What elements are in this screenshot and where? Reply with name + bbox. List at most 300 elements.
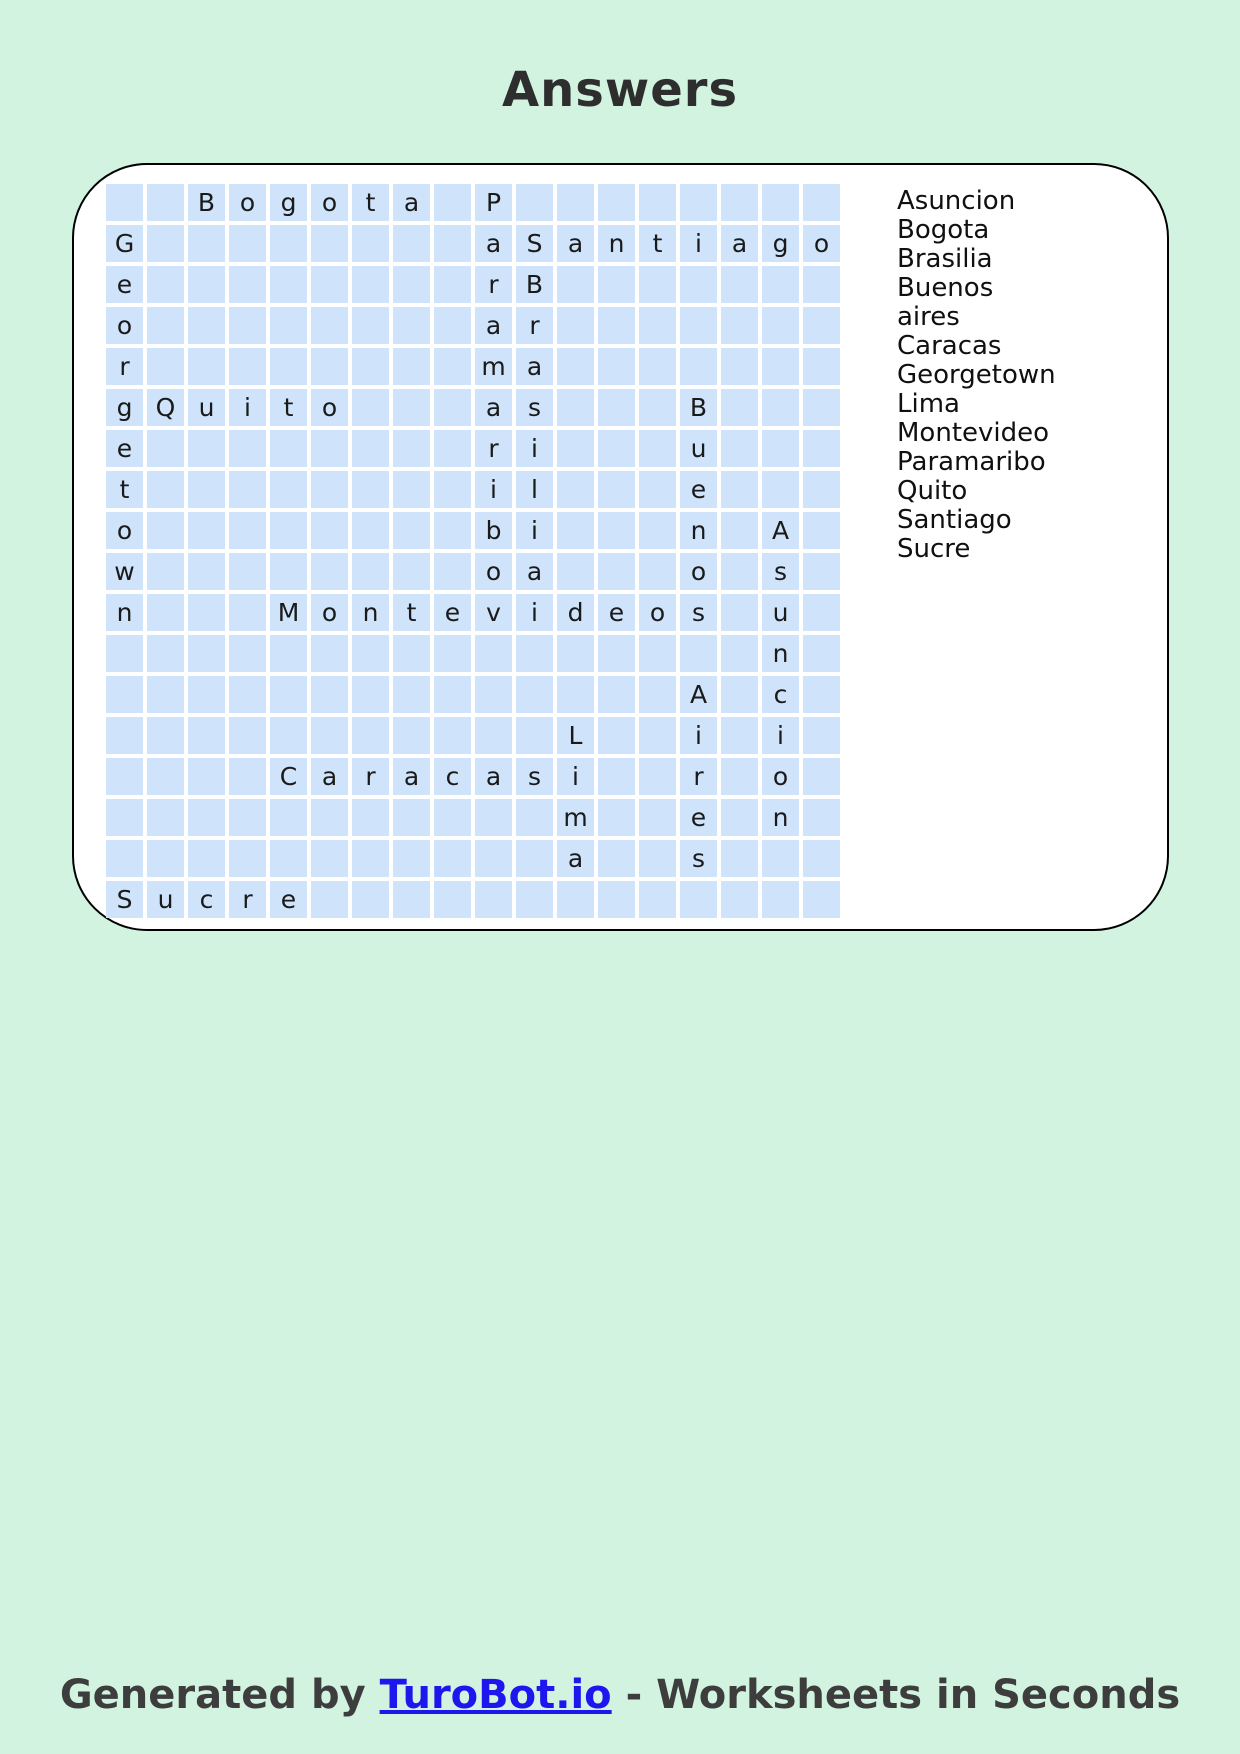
grid-cell: d <box>557 594 594 631</box>
grid-cell: B <box>516 266 553 303</box>
grid-cell <box>270 430 307 467</box>
grid-cell <box>762 348 799 385</box>
grid-cell <box>270 635 307 672</box>
grid-cell <box>147 430 184 467</box>
grid-cell <box>106 676 143 713</box>
grid-cell <box>270 799 307 836</box>
grid-cell: t <box>270 389 307 426</box>
grid-cell: i <box>680 717 717 754</box>
grid-cell <box>147 266 184 303</box>
grid-cell <box>721 840 758 877</box>
grid-cell <box>721 881 758 918</box>
grid-cell: G <box>106 225 143 262</box>
grid-cell <box>229 676 266 713</box>
grid-cell <box>475 881 512 918</box>
grid-cell: S <box>516 225 553 262</box>
grid-cell <box>557 471 594 508</box>
grid-cell <box>229 307 266 344</box>
word-list-item: aires <box>897 302 960 332</box>
grid-cell: i <box>516 594 553 631</box>
grid-cell <box>803 840 840 877</box>
grid-cell <box>147 471 184 508</box>
grid-cell: r <box>516 307 553 344</box>
grid-cell: r <box>475 430 512 467</box>
grid-cell <box>803 799 840 836</box>
grid-cell <box>229 553 266 590</box>
grid-cell: e <box>106 430 143 467</box>
grid-cell: o <box>803 225 840 262</box>
grid-cell <box>393 307 430 344</box>
grid-cell <box>229 840 266 877</box>
grid-cell <box>352 307 389 344</box>
grid-cell: l <box>516 471 553 508</box>
grid-cell <box>762 881 799 918</box>
grid-cell: a <box>475 307 512 344</box>
grid-cell <box>434 389 471 426</box>
grid-cell <box>352 553 389 590</box>
footer-suffix: - Worksheets in Seconds <box>611 1672 1181 1718</box>
grid-cell <box>147 184 184 221</box>
grid-cell <box>803 471 840 508</box>
turobot-link[interactable]: TuroBot.io <box>379 1672 612 1718</box>
grid-cell <box>270 512 307 549</box>
word-list-item: Sucre <box>897 534 971 564</box>
grid-cell: i <box>557 758 594 795</box>
grid-cell: i <box>475 471 512 508</box>
grid-cell <box>721 184 758 221</box>
footer <box>0 1672 1240 1718</box>
grid-cell: i <box>516 512 553 549</box>
grid-cell <box>434 635 471 672</box>
grid-cell <box>393 553 430 590</box>
grid-cell <box>270 225 307 262</box>
grid-cell <box>147 799 184 836</box>
grid-cell <box>639 799 676 836</box>
grid-cell <box>721 389 758 426</box>
grid-cell <box>434 430 471 467</box>
grid-cell <box>639 676 676 713</box>
grid-cell: c <box>434 758 471 795</box>
grid-cell <box>639 471 676 508</box>
grid-cell <box>270 553 307 590</box>
grid-cell <box>762 266 799 303</box>
grid-cell <box>721 717 758 754</box>
grid-cell <box>434 676 471 713</box>
grid-cell <box>557 512 594 549</box>
grid-cell <box>352 266 389 303</box>
grid-cell <box>557 430 594 467</box>
grid-cell <box>639 553 676 590</box>
grid-cell: i <box>762 717 799 754</box>
grid-cell <box>393 266 430 303</box>
grid-cell <box>434 553 471 590</box>
grid-cell: a <box>393 184 430 221</box>
grid-cell <box>516 635 553 672</box>
grid-cell <box>598 881 635 918</box>
grid-cell <box>393 717 430 754</box>
grid-cell: n <box>680 512 717 549</box>
grid-cell <box>598 430 635 467</box>
grid-cell: B <box>680 389 717 426</box>
grid-cell <box>270 471 307 508</box>
grid-cell <box>598 635 635 672</box>
grid-cell <box>311 430 348 467</box>
grid-cell <box>639 840 676 877</box>
word-list-item: Georgetown <box>897 360 1056 390</box>
grid-cell <box>434 840 471 877</box>
grid-cell <box>434 225 471 262</box>
grid-cell: a <box>475 389 512 426</box>
grid-cell <box>188 594 225 631</box>
grid-cell <box>516 799 553 836</box>
grid-cell <box>721 676 758 713</box>
grid-cell <box>598 758 635 795</box>
grid-cell <box>598 471 635 508</box>
grid-cell <box>639 266 676 303</box>
grid-cell <box>803 676 840 713</box>
grid-cell <box>311 266 348 303</box>
grid-cell: o <box>680 553 717 590</box>
grid-cell <box>639 389 676 426</box>
grid-cell <box>762 184 799 221</box>
grid-cell <box>229 266 266 303</box>
grid-cell <box>557 635 594 672</box>
grid-cell: n <box>598 225 635 262</box>
grid-cell <box>434 184 471 221</box>
grid-cell <box>721 553 758 590</box>
grid-cell <box>639 348 676 385</box>
grid-cell <box>639 881 676 918</box>
grid-cell: u <box>762 594 799 631</box>
grid-cell <box>762 389 799 426</box>
grid-cell <box>106 717 143 754</box>
grid-cell <box>639 635 676 672</box>
word-list <box>897 187 1056 564</box>
grid-cell <box>803 758 840 795</box>
grid-cell <box>598 389 635 426</box>
grid-cell <box>680 184 717 221</box>
grid-cell <box>393 512 430 549</box>
grid-cell <box>393 676 430 713</box>
grid-cell <box>229 471 266 508</box>
grid-cell: i <box>516 430 553 467</box>
grid-cell <box>721 266 758 303</box>
grid-cell <box>475 799 512 836</box>
grid-cell <box>147 225 184 262</box>
grid-cell <box>762 307 799 344</box>
grid-cell: n <box>106 594 143 631</box>
grid-cell <box>434 799 471 836</box>
grid-cell: m <box>475 348 512 385</box>
grid-cell: o <box>475 553 512 590</box>
grid-cell: a <box>557 840 594 877</box>
page-title: Answers <box>501 62 739 118</box>
grid-cell <box>516 717 553 754</box>
grid-cell <box>393 225 430 262</box>
grid-cell <box>721 307 758 344</box>
grid-cell <box>393 840 430 877</box>
grid-cell <box>147 717 184 754</box>
grid-cell <box>188 348 225 385</box>
grid-cell <box>393 635 430 672</box>
grid-cell <box>229 799 266 836</box>
grid-cell <box>434 348 471 385</box>
grid-cell <box>598 676 635 713</box>
grid-cell <box>352 635 389 672</box>
grid-cell <box>721 799 758 836</box>
grid-cell: n <box>762 799 799 836</box>
grid-cell <box>147 553 184 590</box>
grid-cell <box>598 840 635 877</box>
grid-cell <box>311 225 348 262</box>
word-list-item: Caracas <box>897 331 1002 361</box>
grid-cell <box>557 266 594 303</box>
grid-cell <box>639 717 676 754</box>
grid-cell <box>188 512 225 549</box>
grid-cell <box>270 266 307 303</box>
grid-cell: a <box>721 225 758 262</box>
grid-cell <box>680 881 717 918</box>
grid-cell <box>352 717 389 754</box>
grid-cell <box>229 758 266 795</box>
grid-cell <box>147 840 184 877</box>
grid-cell <box>639 307 676 344</box>
word-list-item: Santiago <box>897 505 1012 535</box>
word-list-item: Lima <box>897 389 960 419</box>
grid-cell <box>721 471 758 508</box>
word-list-item: Brasilia <box>897 244 993 274</box>
grid-cell <box>475 635 512 672</box>
grid-cell <box>393 430 430 467</box>
grid-cell <box>393 881 430 918</box>
grid-cell <box>188 676 225 713</box>
grid-cell <box>188 553 225 590</box>
grid-cell <box>721 430 758 467</box>
grid-cell <box>680 307 717 344</box>
grid-cell <box>557 307 594 344</box>
grid-cell <box>475 840 512 877</box>
grid-cell <box>639 184 676 221</box>
grid-cell <box>311 471 348 508</box>
grid-cell <box>147 512 184 549</box>
grid-cell <box>311 676 348 713</box>
grid-cell: Q <box>147 389 184 426</box>
footer-prefix: Generated by <box>59 1672 380 1718</box>
grid-cell <box>803 881 840 918</box>
grid-cell <box>188 840 225 877</box>
grid-cell <box>434 717 471 754</box>
answer-panel <box>72 163 1169 931</box>
grid-cell <box>598 799 635 836</box>
grid-cell: e <box>680 799 717 836</box>
grid-cell: u <box>680 430 717 467</box>
grid-cell <box>393 389 430 426</box>
grid-cell <box>803 266 840 303</box>
grid-cell <box>516 840 553 877</box>
grid-cell <box>270 840 307 877</box>
grid-cell <box>803 512 840 549</box>
grid-cell: s <box>516 389 553 426</box>
grid-cell <box>680 266 717 303</box>
grid-cell <box>598 266 635 303</box>
grid-cell: L <box>557 717 594 754</box>
grid-cell <box>229 512 266 549</box>
grid-cell <box>803 717 840 754</box>
grid-cell <box>229 717 266 754</box>
grid-cell: s <box>762 553 799 590</box>
word-list-item: Quito <box>897 476 968 506</box>
grid-cell <box>188 635 225 672</box>
grid-cell: A <box>762 512 799 549</box>
grid-cell <box>475 717 512 754</box>
grid-cell: t <box>639 225 676 262</box>
grid-cell: v <box>475 594 512 631</box>
grid-cell <box>188 307 225 344</box>
grid-cell <box>393 799 430 836</box>
word-list-item: Bogota <box>897 215 990 245</box>
grid-cell <box>639 512 676 549</box>
grid-cell: e <box>434 594 471 631</box>
grid-cell: r <box>352 758 389 795</box>
grid-cell <box>270 348 307 385</box>
grid-cell <box>188 717 225 754</box>
grid-cell <box>762 430 799 467</box>
grid-cell: t <box>106 471 143 508</box>
grid-cell: C <box>270 758 307 795</box>
grid-cell: a <box>475 225 512 262</box>
grid-cell <box>352 348 389 385</box>
grid-cell: n <box>352 594 389 631</box>
grid-cell <box>311 553 348 590</box>
grid-cell: r <box>229 881 266 918</box>
grid-cell <box>598 717 635 754</box>
grid-cell <box>106 184 143 221</box>
grid-cell <box>680 348 717 385</box>
grid-cell <box>680 635 717 672</box>
grid-cell <box>598 512 635 549</box>
grid-cell <box>803 594 840 631</box>
grid-cell: s <box>680 840 717 877</box>
grid-cell <box>434 307 471 344</box>
grid-cell <box>598 348 635 385</box>
grid-cell: o <box>311 594 348 631</box>
grid-cell: o <box>106 307 143 344</box>
grid-cell: i <box>229 389 266 426</box>
grid-cell <box>721 594 758 631</box>
grid-cell: m <box>557 799 594 836</box>
grid-cell <box>803 430 840 467</box>
grid-cell <box>229 430 266 467</box>
grid-cell <box>393 348 430 385</box>
grid-cell <box>311 307 348 344</box>
grid-cell <box>516 881 553 918</box>
grid-cell <box>352 430 389 467</box>
grid-cell: t <box>393 594 430 631</box>
grid-cell <box>352 799 389 836</box>
grid-cell <box>188 758 225 795</box>
grid-cell <box>147 348 184 385</box>
grid-cell <box>106 758 143 795</box>
grid-cell <box>639 758 676 795</box>
grid-cell <box>557 881 594 918</box>
grid-cell: r <box>475 266 512 303</box>
grid-cell <box>557 348 594 385</box>
grid-cell: u <box>147 881 184 918</box>
grid-cell <box>721 348 758 385</box>
grid-cell: c <box>762 676 799 713</box>
grid-cell: a <box>516 553 553 590</box>
word-list-item: Paramaribo <box>897 447 1046 477</box>
grid-cell <box>803 635 840 672</box>
grid-cell <box>352 471 389 508</box>
grid-cell: S <box>106 881 143 918</box>
grid-cell: a <box>516 348 553 385</box>
grid-cell: o <box>311 184 348 221</box>
word-list-item: Buenos <box>897 273 994 303</box>
grid-cell: o <box>311 389 348 426</box>
grid-cell: a <box>393 758 430 795</box>
grid-cell <box>270 676 307 713</box>
grid-cell <box>352 512 389 549</box>
grid-cell <box>311 635 348 672</box>
grid-cell <box>557 389 594 426</box>
grid-cell <box>106 799 143 836</box>
grid-cell <box>188 799 225 836</box>
grid-cell: i <box>680 225 717 262</box>
grid-cell <box>147 635 184 672</box>
grid-cell: e <box>270 881 307 918</box>
grid-cell <box>434 881 471 918</box>
grid-cell <box>188 225 225 262</box>
grid-cell <box>106 635 143 672</box>
grid-cell <box>229 348 266 385</box>
grid-cell: g <box>270 184 307 221</box>
grid-cell: a <box>557 225 594 262</box>
grid-cell <box>803 307 840 344</box>
grid-cell: a <box>475 758 512 795</box>
grid-cell: P <box>475 184 512 221</box>
grid-cell <box>147 676 184 713</box>
grid-cell: o <box>639 594 676 631</box>
grid-cell <box>106 840 143 877</box>
grid-cell: g <box>762 225 799 262</box>
grid-cell <box>311 840 348 877</box>
grid-cell <box>598 553 635 590</box>
grid-cell <box>229 635 266 672</box>
grid-cell: e <box>680 471 717 508</box>
grid-cell <box>803 389 840 426</box>
grid-cell: A <box>680 676 717 713</box>
grid-cell <box>721 758 758 795</box>
grid-cell <box>598 307 635 344</box>
grid-cell <box>516 676 553 713</box>
grid-cell <box>516 184 553 221</box>
grid-cell: r <box>106 348 143 385</box>
grid-cell <box>188 430 225 467</box>
grid-cell <box>762 840 799 877</box>
grid-cell <box>557 184 594 221</box>
grid-cell <box>147 594 184 631</box>
grid-cell <box>188 266 225 303</box>
grid-cell: t <box>352 184 389 221</box>
grid-cell <box>352 389 389 426</box>
grid-cell <box>311 799 348 836</box>
grid-cell: B <box>188 184 225 221</box>
word-search-grid <box>106 184 840 918</box>
grid-cell <box>270 717 307 754</box>
grid-cell: g <box>106 389 143 426</box>
grid-cell <box>803 553 840 590</box>
